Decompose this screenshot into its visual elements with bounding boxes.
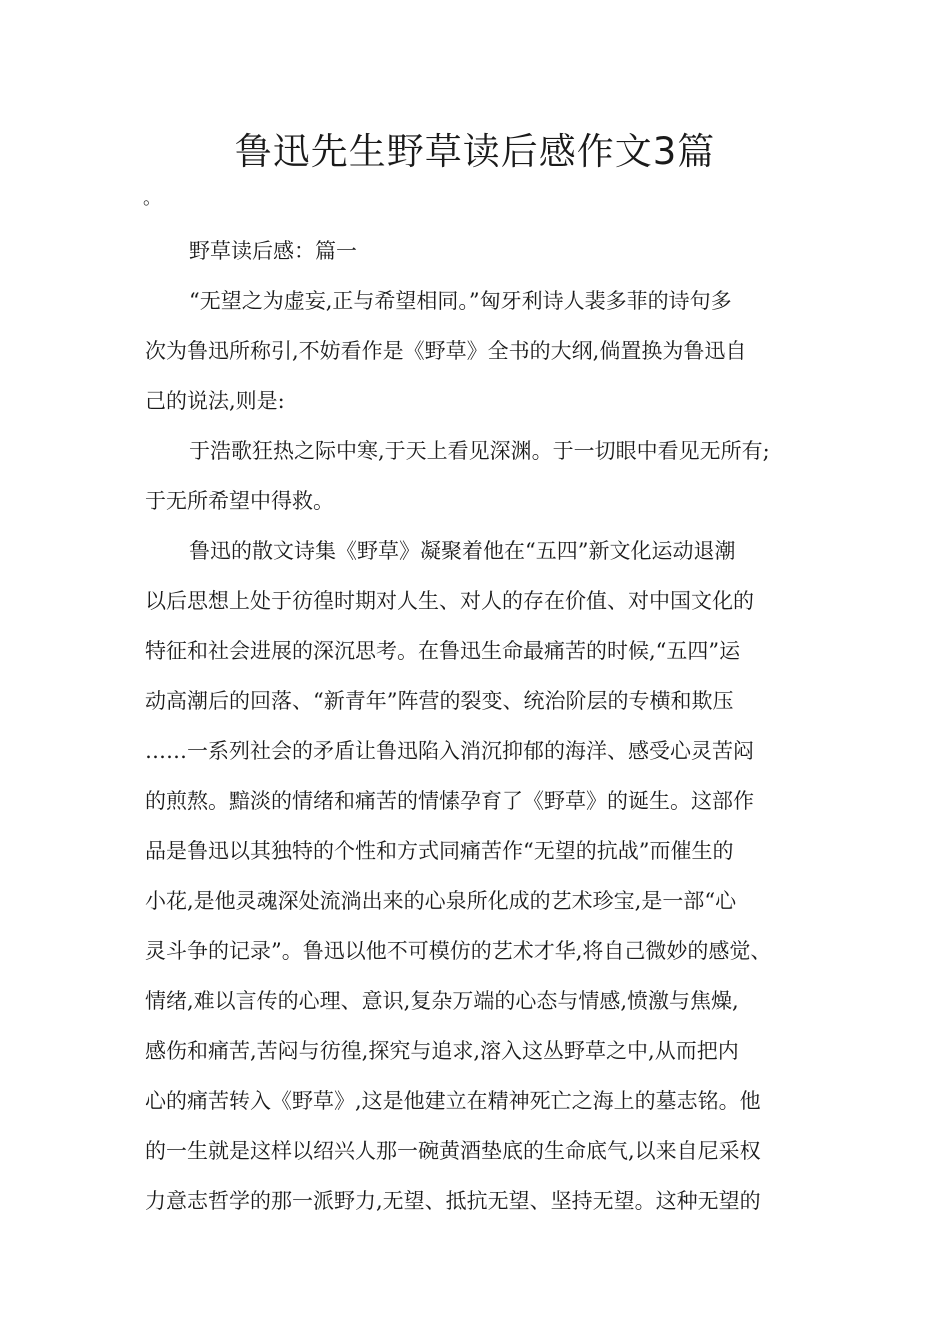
paragraph-first-line: 鲁迅的散文诗集《野草》凝聚着他在“五四”新文化运动退潮 (189, 539, 736, 563)
paragraph-line: 情绪,难以言传的心理、意识,复杂万端的心态与情感,愤激与焦燥, (145, 989, 739, 1013)
paragraph-line: 次为鲁迅所称引,不妨看作是《野草》全书的大纲,倘置换为鲁迅自 (145, 339, 747, 363)
paragraph-line: 感伤和痛苦,苦闷与彷徨,探究与追求,溶入这丛野草之中,从而把内 (145, 1039, 739, 1063)
paragraph-line: 心的痛苦转入《野草》,这是他建立在精神死亡之海上的墓志铭。他 (145, 1089, 761, 1113)
document-title: 鲁迅先生野草读后感作文3篇 (234, 130, 716, 173)
paragraph (145, 276, 817, 426)
paragraph-line: 灵斗争的记录”。鲁迅以他不可模仿的艺术才华,将自己微妙的感觉、 (145, 939, 772, 963)
paragraph-line: 品是鲁迅以其独特的个性和方式同痛苦作“无望的抗战”而催生的 (145, 839, 734, 863)
paragraph (145, 226, 817, 276)
paragraph-line: 的煎熬。黯淡的情绪和痛苦的情愫孕育了《野草》的诞生。这部作 (145, 789, 754, 813)
paragraph (145, 426, 817, 526)
document-body (145, 226, 817, 1226)
paragraph-line: 以后思想上处于彷徨时期对人生、对人的存在价值、对中国文化的 (145, 589, 754, 613)
paragraph (145, 526, 817, 1226)
paragraph-first-line: 野草读后感：篇一 (189, 239, 357, 263)
paragraph-line: 动高潮后的回落、“新青年”阵营的裂变、统治阶层的专横和欺压 (145, 689, 734, 713)
paragraph-line: 小花,是他灵魂深处流淌出来的心泉所化成的艺术珍宝,是一部“心 (145, 889, 737, 913)
paragraph-line: 的一生就是这样以绍兴人那一碗黄酒垫底的生命底气,以来自尼采权 (145, 1139, 761, 1163)
paragraph-first-line: 于浩歌狂热之际中寒,于天上看见深渊。于一切眼中看见无所有; (189, 439, 770, 463)
stray-period-mark: 。 (143, 188, 161, 209)
paragraph-line: 于无所希望中得救。 (145, 489, 334, 513)
paragraph-line: ……一系列社会的矛盾让鲁迅陷入消沉抑郁的海洋、感受心灵苦闷 (145, 739, 754, 763)
paragraph-line: 力意志哲学的那一派野力,无望、抵抗无望、坚持无望。这种无望的 (145, 1189, 761, 1213)
paragraph-line: 特征和社会进展的深沉思考。在鲁迅生命最痛苦的时候,“五四”运 (145, 639, 741, 663)
paragraph-line: 己的说法,则是: (145, 389, 285, 413)
paragraph-first-line: “无望之为虚妄,正与希望相同。”匈牙利诗人裴多菲的诗句多 (189, 289, 732, 313)
